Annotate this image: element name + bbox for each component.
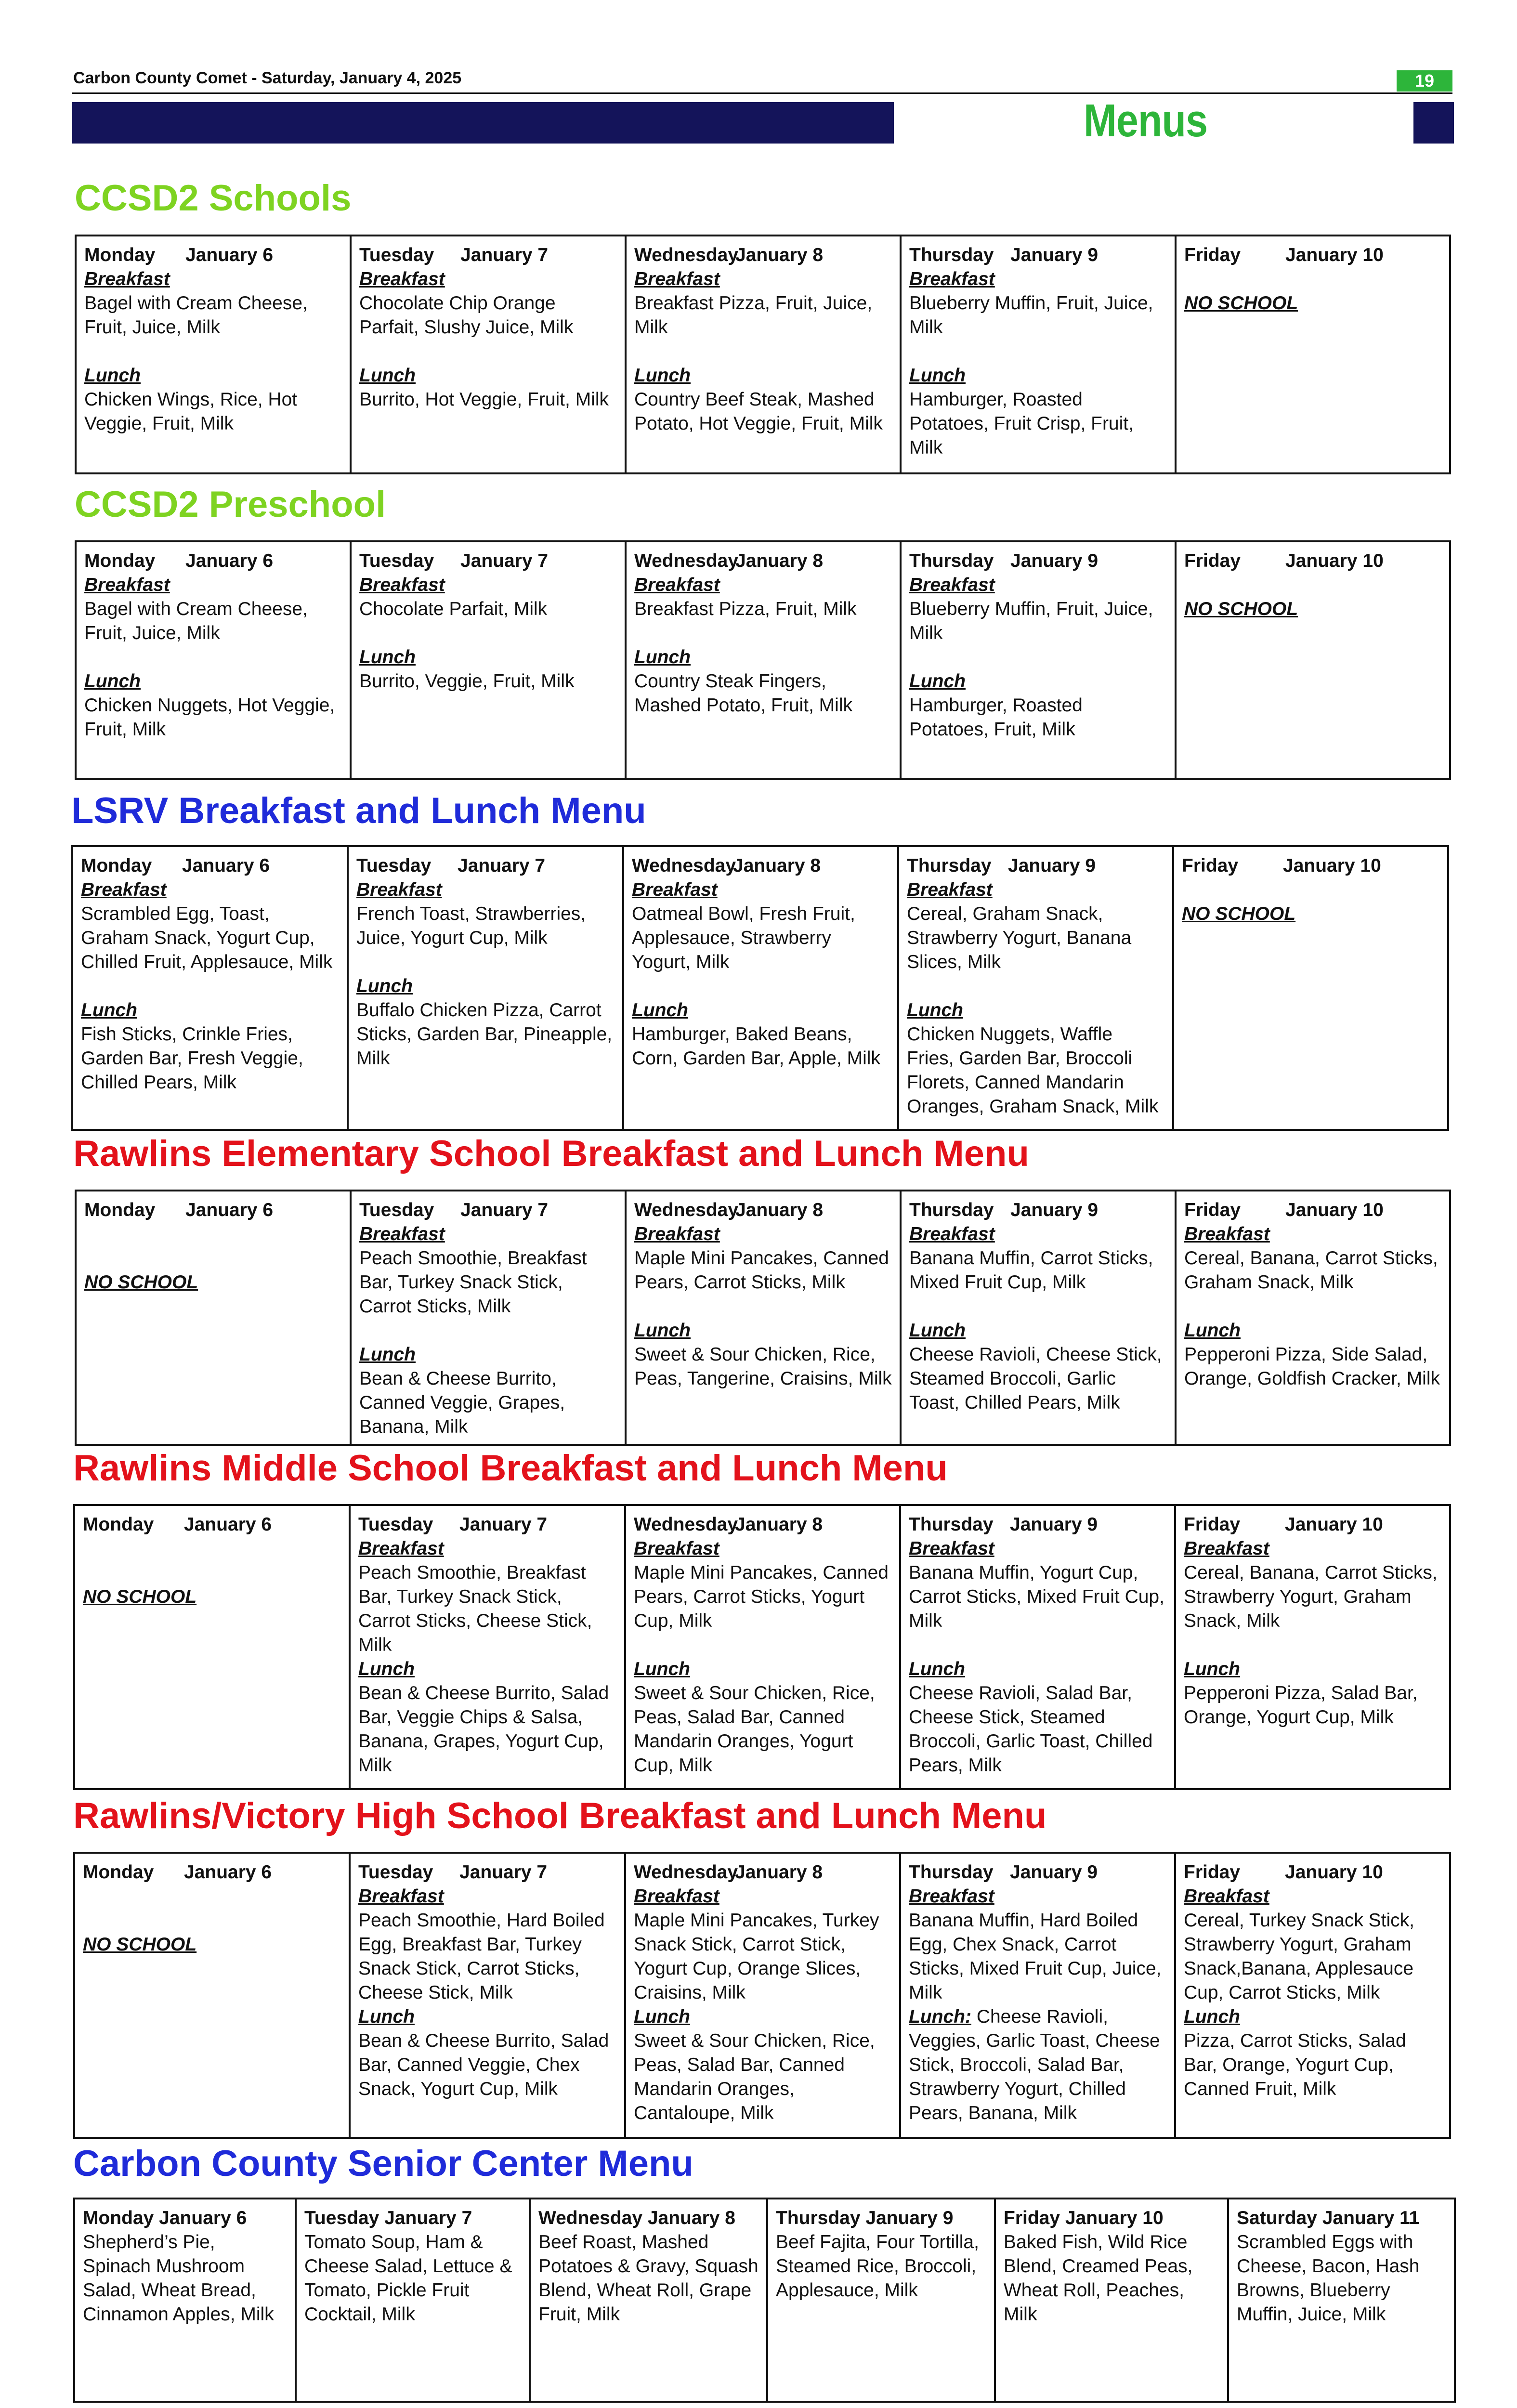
breakfast-text: Banana Muffin, Yogurt Cup, Carrot Sticks, Mixed Fruit Cup, Milk — [909, 1562, 1164, 1631]
lunch-text: Hamburger, Roasted Potatoes, Fruit Crisp, Fruit, Milk — [909, 389, 1134, 458]
day-cell: Tuesday January 7 Tomato Soup, Ham & Cheese Salad, Lettuce & Tomato, Pickle Fruit Cocktail, Milk — [296, 2199, 530, 2402]
lunch-text: Bean & Cheese Burrito, Salad Bar, Veggie Chips & Salsa, Banana, Grapes, Yogurt Cup, Milk — [358, 1683, 609, 1776]
breakfast-text: Cereal, Graham Snack, Strawberry Yogurt, Banana Slices, Milk — [907, 903, 1132, 972]
no-school-label: NO SCHOOL — [1184, 599, 1298, 619]
lunch-text: Cheese Ravioli, Veggies, Garlic Toast, Cheese Stick, Broccoli, Salad Bar, Strawberry Yogurt, Chilled Pears, Banana, Milk — [909, 2006, 1160, 2123]
breakfast-text: Blueberry Muffin, Fruit, Juice, Milk — [909, 599, 1153, 643]
day-cell: Thursday January 9 Beef Fajita, Four Tortilla, Steamed Rice, Broccoli, Applesauce, Milk — [767, 2199, 995, 2402]
day-cell: WednesdayJanuary 8 Breakfast Oatmeal Bowl, Fresh Fruit, Applesauce, Strawberry Yogurt, Milk Lunch Hamburger, Baked Beans, Corn, Garden Bar, Apple, Milk — [623, 846, 898, 1130]
day-cell: Monday January 6 Breakfast Scrambled Egg, Toast, Graham Snack, Yogurt Cup, Chilled Fruit, Applesauce, Milk Lunch Fish Sticks, Crinkle Fries, Garden Bar, Fresh Veggie, Chilled Pears, Milk — [72, 846, 348, 1130]
section-title-ccsd2: CCSD2 Schools — [75, 178, 352, 219]
section-title-middle: Rawlins Middle School Breakfast and Lunch Menu — [73, 1448, 948, 1489]
section-title-elementary: Rawlins Elementary School Breakfast and Lunch Menu — [73, 1133, 1029, 1174]
day-cell: Thursday January 9 Breakfast Blueberry Muffin, Fruit, Juice, Milk Lunch Hamburger, Roasted Potatoes, Fruit, Milk — [901, 541, 1176, 779]
day-cell: Friday January 10 Breakfast Cereal, Turkey Snack Stick, Strawberry Yogurt, Graham Snack,Banana, Applesauce Cup, Carrot Sticks, Milk Lunch Pizza, Carrot Sticks, Salad Bar, Orange, Yogurt Cup, Canned Fruit, Milk — [1175, 1853, 1450, 2138]
section-title-preschool: CCSD2 Preschool — [75, 484, 386, 525]
day-cell: WednesdayJanuary 8 Breakfast Breakfast Pizza, Fruit, Milk Lunch Country Steak Fingers, Mashed Potato, Fruit, Milk — [626, 541, 901, 779]
day-cell: Tuesday January 7 Breakfast Chocolate Chip Orange Parfait, Slushy Juice, Milk Lunch Burrito, Hot Veggie, Fruit, Milk — [351, 236, 626, 473]
lunch-text: Bean & Cheese Burrito, Salad Bar, Canned Veggie, Chex Snack, Yogurt Cup, Milk — [358, 2030, 609, 2099]
page-title: Menus — [1084, 95, 1208, 146]
day-cell: WednesdayJanuary 8 Breakfast Maple Mini Pancakes, Canned Pears, Carrot Sticks, Yogurt Cup, Milk Lunch Sweet & Sour Chicken, Rice, Peas, Salad Bar, Canned Mandarin Oranges, Yogurt Cup, Milk — [625, 1505, 900, 1789]
menu-text: Beef Fajita, Four Tortilla, Steamed Rice, Broccoli, Applesauce, Milk — [776, 2232, 979, 2301]
breakfast-text: Banana Muffin, Hard Boiled Egg, Chex Snack, Carrot Sticks, Mixed Fruit Cup, Juice, Milk — [909, 1910, 1162, 2003]
menu-text: Scrambled Eggs with Cheese, Bacon, Hash Browns, Blueberry Muffin, Juice, Milk — [1237, 2232, 1420, 2325]
breakfast-text: Chocolate Parfait, Milk — [359, 599, 548, 619]
day-cell: Monday January 6 NO SCHOOL — [76, 1191, 351, 1445]
section-title-lsrv: LSRV Breakfast and Lunch Menu — [71, 790, 646, 831]
day-cell: Tuesday January 7 Breakfast Peach Smoothie, Hard Boiled Egg, Breakfast Bar, Turkey Snack Stick, Carrot Sticks, Cheese Stick, Milk Lunch Bean & Cheese Burrito, Salad Bar, Canned Veggie, Chex Snack, Yogurt Cup, Milk — [350, 1853, 625, 2138]
lunch-text: Bean & Cheese Burrito, Canned Veggie, Grapes, Banana, Milk — [359, 1368, 565, 1437]
lunch-text: Sweet & Sour Chicken, Rice, Peas, Tangerine, Craisins, Milk — [634, 1344, 892, 1389]
lunch-text: Buffalo Chicken Pizza, Carrot Sticks, Garden Bar, Pineapple, Milk — [356, 1000, 613, 1069]
lunch-text: Burrito, Veggie, Fruit, Milk — [359, 671, 575, 692]
breakfast-text: Breakfast Pizza, Fruit, Juice, Milk — [634, 293, 873, 338]
day-cell: Tuesday January 7 Breakfast Peach Smoothie, Breakfast Bar, Turkey Snack Stick, Carrot Sticks, Cheese Stick, Milk Lunch Bean & Cheese Burrito, Salad Bar, Veggie Chips & Salsa, Banana, Grapes, Yogurt Cup, Milk — [350, 1505, 625, 1789]
breakfast-text: French Toast, Strawberries, Juice, Yogurt Cup, Milk — [356, 903, 586, 948]
lunch-text: Chicken Wings, Rice, Hot Veggie, Fruit, Milk — [84, 389, 298, 434]
lunch-text: Burrito, Hot Veggie, Fruit, Milk — [359, 389, 609, 410]
lunch-text: Hamburger, Roasted Potatoes, Fruit, Milk — [909, 695, 1083, 740]
breakfast-text: Bagel with Cream Cheese, Fruit, Juice, Milk — [84, 293, 308, 338]
no-school-label: NO SCHOOL — [1184, 293, 1298, 314]
day-cell: Saturday January 11 Scrambled Eggs with Cheese, Bacon, Hash Browns, Blueberry Muffin, Juice, Milk — [1228, 2199, 1455, 2402]
day-cell: Tuesday January 7 Breakfast French Toast, Strawberries, Juice, Yogurt Cup, Milk Lunch Buffalo Chicken Pizza, Carrot Sticks, Garden Bar, Pineapple, Milk — [348, 846, 623, 1130]
day-cell: Tuesday January 7 Breakfast Chocolate Parfait, Milk Lunch Burrito, Veggie, Fruit, Milk — [351, 541, 626, 779]
day-cell: Friday January 10 NO SCHOOL — [1173, 846, 1448, 1130]
breakfast-text: Peach Smoothie, Breakfast Bar, Turkey Snack Stick, Carrot Sticks, Milk — [359, 1248, 587, 1317]
day-cell: Friday January 10 Breakfast Cereal, Banana, Carrot Sticks, Strawberry Yogurt, Graham Snack, Milk Lunch Pepperoni Pizza, Salad Bar, Orange, Yogurt Cup, Milk — [1175, 1505, 1450, 1789]
lunch-text: Country Steak Fingers, Mashed Potato, Fruit, Milk — [634, 671, 852, 716]
menu-table-elementary — [75, 1190, 1451, 1446]
day-cell: WednesdayJanuary 8 Breakfast Breakfast Pizza, Fruit, Juice, Milk Lunch Country Beef Steak, Mashed Potato, Hot Veggie, Fruit, Milk — [626, 236, 901, 473]
day-cell: Monday January 6 NO SCHOOL — [74, 1853, 350, 2138]
breakfast-text: Cereal, Banana, Carrot Sticks, Strawberry Yogurt, Graham Snack, Milk — [1184, 1562, 1438, 1631]
day-cell: Monday January 6 NO SCHOOL — [74, 1505, 350, 1789]
day-cell: Monday January 6 Breakfast Bagel with Cream Cheese, Fruit, Juice, Milk Lunch Chicken Wings, Rice, Hot Veggie, Fruit, Milk — [76, 236, 351, 473]
no-school-label: NO SCHOOL — [1182, 903, 1296, 924]
lunch-text: Pepperoni Pizza, Salad Bar, Orange, Yogurt Cup, Milk — [1184, 1683, 1418, 1727]
breakfast-text: Oatmeal Bowl, Fresh Fruit, Applesauce, Strawberry Yogurt, Milk — [632, 903, 855, 972]
lunch-text: Country Beef Steak, Mashed Potato, Hot Veggie, Fruit, Milk — [634, 389, 883, 434]
breakfast-text: Cereal, Turkey Snack Stick, Strawberry Yogurt, Graham Snack,Banana, Applesauce Cup, Carrot Sticks, Milk — [1184, 1910, 1415, 2003]
lunch-text: Sweet & Sour Chicken, Rice, Peas, Salad Bar, Canned Mandarin Oranges, Yogurt Cup, Milk — [634, 1683, 875, 1776]
day-cell: Friday January 10 Breakfast Cereal, Banana, Carrot Sticks, Graham Snack, Milk Lunch Pepperoni Pizza, Side Salad, Orange, Goldfish Cracker, Milk — [1176, 1191, 1450, 1445]
day-cell: Thursday January 9 Breakfast Cereal, Graham Snack, Strawberry Yogurt, Banana Slices, Milk Lunch Chicken Nuggets, Waffle Fries, Garden Bar, Broccoli Florets, Canned Mandarin Oranges, Graham Snack, Milk — [898, 846, 1173, 1130]
breakfast-text: Maple Mini Pancakes, Canned Pears, Carrot Sticks, Milk — [634, 1248, 889, 1293]
menu-table-lsrv — [71, 845, 1449, 1131]
menu-text: Baked Fish, Wild Rice Blend, Creamed Peas, Wheat Roll, Peaches, Milk — [1004, 2232, 1193, 2325]
menu-table-preschool — [75, 540, 1451, 780]
navy-square — [1413, 102, 1454, 144]
menu-table-ccsd2 — [75, 235, 1451, 474]
lunch-text: Sweet & Sour Chicken, Rice, Peas, Salad Bar, Canned Mandarin Oranges, Cantaloupe, Milk — [634, 2030, 875, 2123]
day-cell: WednesdayJanuary 8 Breakfast Maple Mini Pancakes, Canned Pears, Carrot Sticks, Milk Lunch Sweet & Sour Chicken, Rice, Peas, Tangerine, Craisins, Milk — [626, 1191, 901, 1445]
menu-text: Shepherd’s Pie, Spinach Mushroom Salad, Wheat Bread, Cinnamon Apples, Milk — [83, 2232, 274, 2325]
breakfast-text: Breakfast Pizza, Fruit, Milk — [634, 599, 857, 619]
day-cell: Wednesday January 8 Beef Roast, Mashed Potatoes & Gravy, Squash Blend, Wheat Roll, Grape Fruit, Milk — [530, 2199, 767, 2402]
lunch-text: Fish Sticks, Crinkle Fries, Garden Bar, Fresh Veggie, Chilled Pears, Milk — [81, 1024, 303, 1093]
day-cell: Thursday January 9 Breakfast Banana Muffin, Hard Boiled Egg, Chex Snack, Carrot Sticks, Mixed Fruit Cup, Juice, Milk Lunch: Cheese Ravioli, Veggies, Garlic Toast, Cheese Stick, Broccoli, Salad Bar, Strawberry Yogurt, Chilled Pears, Banana, Milk — [900, 1853, 1175, 2138]
header-rule — [72, 92, 1452, 94]
breakfast-text: Peach Smoothie, Hard Boiled Egg, Breakfast Bar, Turkey Snack Stick, Carrot Sticks, Cheese Stick, Milk — [358, 1910, 605, 2003]
lunch-text: Pepperoni Pizza, Side Salad, Orange, Goldfish Cracker, Milk — [1184, 1344, 1440, 1389]
lunch-text: Hamburger, Baked Beans, Corn, Garden Bar, Apple, Milk — [632, 1024, 880, 1069]
navy-bar — [72, 102, 894, 144]
menu-text: Beef Roast, Mashed Potatoes & Gravy, Squash Blend, Wheat Roll, Grape Fruit, Milk — [538, 2232, 758, 2325]
day-cell: Tuesday January 7 Breakfast Peach Smoothie, Breakfast Bar, Turkey Snack Stick, Carrot Sticks, Milk Lunch Bean & Cheese Burrito, Canned Veggie, Grapes, Banana, Milk — [351, 1191, 626, 1445]
menu-table-high — [73, 1852, 1451, 2139]
day-cell: Friday January 10 NO SCHOOL — [1176, 541, 1450, 779]
lunch-text: Chicken Nuggets, Hot Veggie, Fruit, Milk — [84, 695, 335, 740]
breakfast-text: Scrambled Egg, Toast, Graham Snack, Yogurt Cup, Chilled Fruit, Applesauce, Milk — [81, 903, 333, 972]
section-title-senior: Carbon County Senior Center Menu — [73, 2143, 693, 2184]
breakfast-text: Maple Mini Pancakes, Turkey Snack Stick, Carrot Stick, Yogurt Cup, Orange Slices, Craisins, Milk — [634, 1910, 879, 2003]
paper-header: Carbon County Comet - Saturday, January 4, 2025 — [73, 69, 462, 87]
day-cell: Thursday January 9 Breakfast Blueberry Muffin, Fruit, Juice, Milk Lunch Hamburger, Roasted Potatoes, Fruit Crisp, Fruit, Milk — [901, 236, 1176, 473]
lunch-text: Chicken Nuggets, Waffle Fries, Garden Bar, Broccoli Florets, Canned Mandarin Oranges, Graham Snack, Milk — [907, 1024, 1159, 1117]
lunch-text: Pizza, Carrot Sticks, Salad Bar, Orange, Yogurt Cup, Canned Fruit, Milk — [1184, 2030, 1406, 2099]
day-cell: Thursday January 9 Breakfast Banana Muffin, Carrot Sticks, Mixed Fruit Cup, Milk Lunch Cheese Ravioli, Cheese Stick, Steamed Broccoli, Garlic Toast, Chilled Pears, Milk — [901, 1191, 1176, 1445]
breakfast-text: Maple Mini Pancakes, Canned Pears, Carrot Sticks, Yogurt Cup, Milk — [634, 1562, 889, 1631]
no-school-label: NO SCHOOL — [83, 1586, 197, 1607]
breakfast-text: Bagel with Cream Cheese, Fruit, Juice, Milk — [84, 599, 308, 643]
menu-text: Tomato Soup, Ham & Cheese Salad, Lettuce & Tomato, Pickle Fruit Cocktail, Milk — [304, 2232, 512, 2325]
day-cell: Thursday January 9 Breakfast Banana Muffin, Yogurt Cup, Carrot Sticks, Mixed Fruit Cup, Milk Lunch Cheese Ravioli, Salad Bar, Cheese Stick, Steamed Broccoli, Garlic Toast, Chilled Pears, Milk — [900, 1505, 1175, 1789]
lunch-text: Cheese Ravioli, Cheese Stick, Steamed Broccoli, Garlic Toast, Chilled Pears, Milk — [909, 1344, 1162, 1413]
breakfast-text: Blueberry Muffin, Fruit, Juice, Milk — [909, 293, 1153, 338]
day-cell: Friday January 10 Baked Fish, Wild Rice Blend, Creamed Peas, Wheat Roll, Peaches, Milk — [995, 2199, 1228, 2402]
no-school-label: NO SCHOOL — [83, 1934, 197, 1955]
breakfast-text: Cereal, Banana, Carrot Sticks, Graham Snack, Milk — [1184, 1248, 1438, 1293]
page-number: 19 — [1397, 70, 1452, 92]
breakfast-text: Peach Smoothie, Breakfast Bar, Turkey Snack Stick, Carrot Sticks, Cheese Stick, Milk — [358, 1562, 592, 1655]
day-cell: WednesdayJanuary 8 Breakfast Maple Mini Pancakes, Turkey Snack Stick, Carrot Stick, Yogurt Cup, Orange Slices, Craisins, Milk Lunch Sweet & Sour Chicken, Rice, Peas, Salad Bar, Canned Mandarin Oranges, Cantaloupe, Milk — [625, 1853, 900, 2138]
day-cell: Friday January 10 NO SCHOOL — [1176, 236, 1450, 473]
menu-table-senior — [73, 2198, 1456, 2403]
day-cell: Monday January 6 Breakfast Bagel with Cream Cheese, Fruit, Juice, Milk Lunch Chicken Nuggets, Hot Veggie, Fruit, Milk — [76, 541, 351, 779]
breakfast-text: Chocolate Chip Orange Parfait, Slushy Juice, Milk — [359, 293, 574, 338]
menu-table-middle — [73, 1504, 1451, 1790]
breakfast-text: Banana Muffin, Carrot Sticks, Mixed Fruit Cup, Milk — [909, 1248, 1153, 1293]
day-cell: Monday January 6 Shepherd’s Pie, Spinach Mushroom Salad, Wheat Bread, Cinnamon Apples, Milk — [74, 2199, 296, 2402]
lunch-text: Cheese Ravioli, Salad Bar, Cheese Stick, Steamed Broccoli, Garlic Toast, Chilled Pears, Milk — [909, 1683, 1153, 1776]
section-title-high: Rawlins/Victory High School Breakfast and Lunch Menu — [73, 1795, 1047, 1836]
no-school-label: NO SCHOOL — [84, 1272, 198, 1293]
